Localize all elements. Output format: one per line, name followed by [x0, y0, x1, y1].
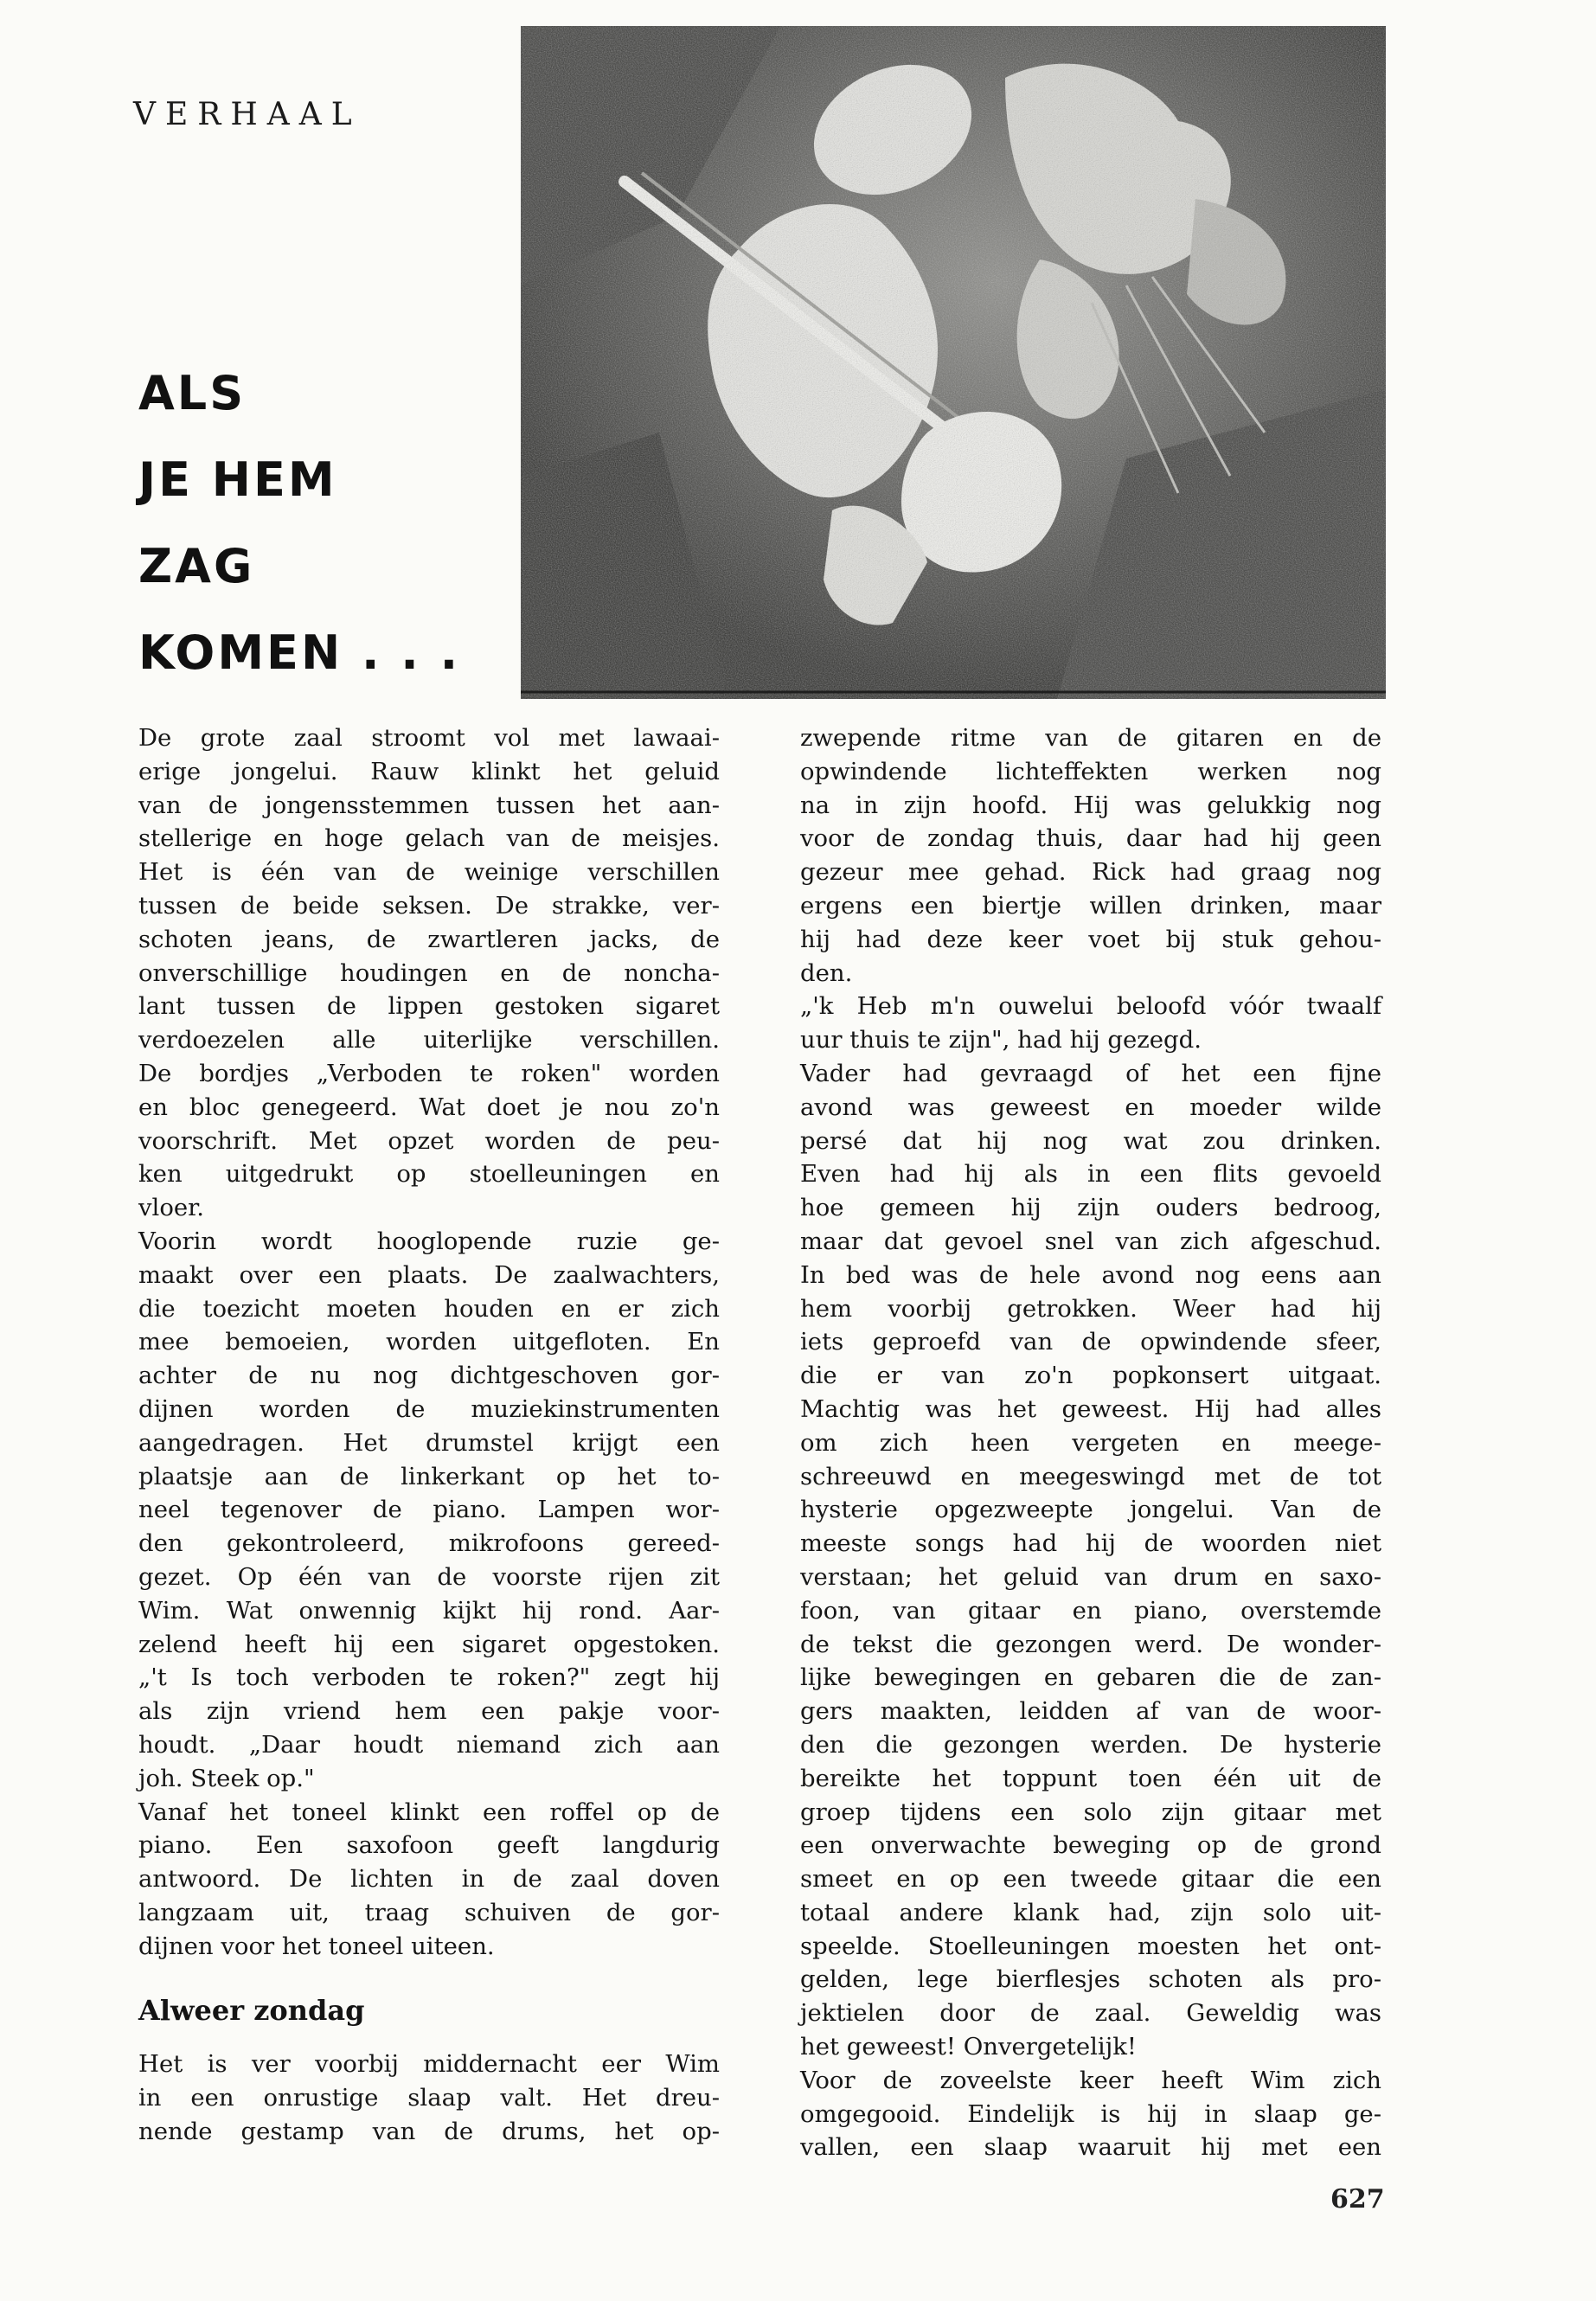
- headline-line: JE HEM: [138, 452, 337, 507]
- text-line: van de jongensstemmen tussen het aan-: [138, 791, 720, 819]
- text-line: schreeuwd en meegeswingd met de tot: [800, 1462, 1381, 1490]
- text-line: hysterie opgezweepte jongelui. Van de: [800, 1496, 1381, 1524]
- text-line: schoten jeans, de zwartleren jacks, de: [138, 925, 720, 953]
- text-line: foon, van gitaar en piano, overstemde: [800, 1596, 1381, 1625]
- text-line: Vader had gevraagd of het een fijne: [800, 1059, 1381, 1087]
- text-line: langzaam uit, traag schuiven de gor-: [138, 1898, 720, 1926]
- article-column-left: [138, 721, 720, 2149]
- text-line: tussen de beide seksen. De strakke, ver-: [138, 891, 720, 920]
- text-line: Voor de zoveelste keer heeft Wim zich: [800, 2066, 1381, 2094]
- text-line: gers maakten, leidden af van de woor-: [800, 1697, 1381, 1726]
- text-line: nende gestamp van de drums, het op-: [138, 2118, 720, 2146]
- text-line: uur thuis te zijn", had hij gezegd.: [800, 1026, 1202, 1054]
- text-line: zelend heeft hij een sigaret opgestoken.: [138, 1630, 720, 1658]
- text-line: De grote zaal stroomt vol met lawaai-: [138, 724, 720, 752]
- text-line: Wim. Wat onwennig kijkt hij rond. Aar-: [138, 1596, 720, 1625]
- text-line: plaatsje aan de linkerkant op het to-: [138, 1462, 720, 1490]
- headline-line: ZAG: [138, 539, 255, 593]
- text-line: Machtig was het geweest. Hij had alles: [800, 1394, 1381, 1423]
- article-subheading: Alweer zondag: [138, 1994, 365, 2028]
- text-line: omgegooid. Eindelijk is hij in slaap ge-: [800, 2099, 1381, 2128]
- text-line: stellerige en hoge gelach van de meisjes.: [138, 824, 720, 853]
- text-line: Vanaf het toneel klinkt een roffel op de: [138, 1798, 720, 1826]
- text-line: den.: [800, 958, 853, 987]
- text-line: bereikte het toppunt toen één uit de: [800, 1764, 1381, 1792]
- text-line: dijnen worden de muziekinstrumenten: [138, 1394, 720, 1423]
- text-line: Het is ver voorbij middernacht eer Wim: [138, 2050, 720, 2079]
- text-line: ken uitgedrukt op stoelleuningen en: [138, 1160, 720, 1189]
- text-line: achter de nu nog dichtgeschoven gor-: [138, 1362, 720, 1390]
- text-line: meeste songs had hij de woorden niet: [800, 1529, 1381, 1558]
- text-line: maakt over een plaats. De zaalwachters,: [138, 1260, 720, 1289]
- article-headline: [138, 350, 460, 696]
- text-line: mee bemoeien, worden uitgefloten. En: [138, 1328, 720, 1356]
- concert-photo: [521, 26, 1386, 699]
- text-line: als zijn vriend hem een pakje voor-: [138, 1697, 720, 1726]
- text-line: den gekontroleerd, mikrofoons gereed-: [138, 1529, 720, 1558]
- text-line: die er van zo'n popkonsert uitgaat.: [800, 1362, 1381, 1390]
- text-line: ergens een biertje willen drinken, maar: [800, 891, 1381, 920]
- text-line: gezet. Op één van de voorste rijen zit: [138, 1562, 720, 1591]
- text-line: in een onrustige slaap valt. Het dreu-: [138, 2084, 720, 2112]
- text-line: „'t Is toch verboden te roken?" zegt hij: [138, 1663, 720, 1692]
- text-line: den die gezongen werden. De hysterie: [800, 1730, 1381, 1759]
- text-line: jektielen door de zaal. Geweldig was: [800, 1999, 1381, 2028]
- text-line: joh. Steek op.": [138, 1764, 315, 1792]
- text-line: erige jongelui. Rauw klinkt het geluid: [138, 757, 720, 785]
- text-line: hoe gemeen hij zijn ouders bedroog,: [800, 1194, 1381, 1222]
- text-line: De bordjes „Verboden te roken" worden: [138, 1059, 720, 1087]
- text-line: persé dat hij nog wat zou drinken.: [800, 1126, 1381, 1155]
- page-number: 627: [1330, 2184, 1385, 2214]
- text-line: vallen, een slaap waaruit hij met een: [800, 2133, 1381, 2162]
- text-line: vloer.: [138, 1194, 205, 1222]
- text-line: avond was geweest en moeder wilde: [800, 1093, 1381, 1121]
- text-line: maar dat gevoel snel van zich afgeschud.: [800, 1227, 1381, 1255]
- text-line: Even had hij als in een flits gevoeld: [800, 1160, 1381, 1189]
- text-line: voor de zondag thuis, daar had hij geen: [800, 824, 1381, 853]
- text-line: dijnen voor het toneel uiteen.: [138, 1932, 495, 1960]
- text-line: In bed was de hele avond nog eens aan: [800, 1260, 1381, 1289]
- text-line: na in zijn hoofd. Hij was gelukkig nog: [800, 791, 1381, 819]
- text-line: totaal andere klank had, zijn solo uit-: [800, 1898, 1381, 1926]
- text-line: speelde. Stoelleuningen moesten het ont-: [800, 1932, 1381, 1960]
- text-line: gelden, lege bierflesjes schoten als pro-: [800, 1965, 1381, 1994]
- concert-guitarist-photo-icon: [521, 26, 1386, 699]
- text-line: opwindende lichteffekten werken nog: [800, 757, 1381, 785]
- text-line: en bloc genegeerd. Wat doet je nou zo'n: [138, 1093, 720, 1121]
- text-line: om zich heen vergeten en meege-: [800, 1428, 1381, 1457]
- headline-line: KOMEN . . .: [138, 625, 461, 680]
- text-line: piano. Een saxofoon geeft langdurig: [138, 1831, 720, 1860]
- text-line: aangedragen. Het drumstel krijgt een: [138, 1428, 720, 1457]
- text-line: smeet en op een tweede gitaar die een: [800, 1865, 1381, 1894]
- text-line: gezeur mee gehad. Rick had graag nog: [800, 858, 1381, 887]
- article-column-right: [800, 721, 1381, 2164]
- text-line: houdt. „Daar houdt niemand zich aan: [138, 1730, 720, 1759]
- text-line: een onverwachte beweging op de grond: [800, 1831, 1381, 1860]
- text-line: die toezicht moeten houden en er zich: [138, 1294, 720, 1323]
- text-line: neel tegenover de piano. Lampen wor-: [138, 1496, 720, 1524]
- text-line: verstaan; het geluid van drum en saxo-: [800, 1562, 1381, 1591]
- text-line: de tekst die gezongen werd. De wonder-: [800, 1630, 1381, 1658]
- text-line: voorschrift. Met opzet worden de peu-: [138, 1126, 720, 1155]
- text-line: hij had deze keer voet bij stuk gehou-: [800, 925, 1381, 953]
- text-line: „'k Heb m'n ouwelui beloofd vóór twaalf: [800, 992, 1381, 1021]
- text-line: lant tussen de lippen gestoken sigaret: [138, 992, 720, 1021]
- text-line: antwoord. De lichten in de zaal doven: [138, 1865, 720, 1894]
- text-line: iets geproefd van de opwindende sfeer,: [800, 1328, 1381, 1356]
- text-line: het geweest! Onvergetelijk!: [800, 2033, 1137, 2061]
- text-line: lijke bewegingen en gebaren die de zan-: [800, 1663, 1381, 1692]
- text-line: onverschillige houdingen en de noncha-: [138, 958, 720, 987]
- text-line: verdoezelen alle uiterlijke verschillen.: [138, 1026, 720, 1054]
- section-label: VERHAAL: [133, 97, 362, 132]
- text-line: hem voorbij getrokken. Weer had hij: [800, 1294, 1381, 1323]
- text-line: Het is één van de weinige verschillen: [138, 858, 720, 887]
- text-line: Voorin wordt hooglopende ruzie ge-: [138, 1227, 720, 1255]
- text-line: groep tijdens een solo zijn gitaar met: [800, 1798, 1381, 1826]
- headline-line: ALS: [138, 366, 247, 420]
- text-line: zwepende ritme van de gitaren en de: [800, 724, 1381, 752]
